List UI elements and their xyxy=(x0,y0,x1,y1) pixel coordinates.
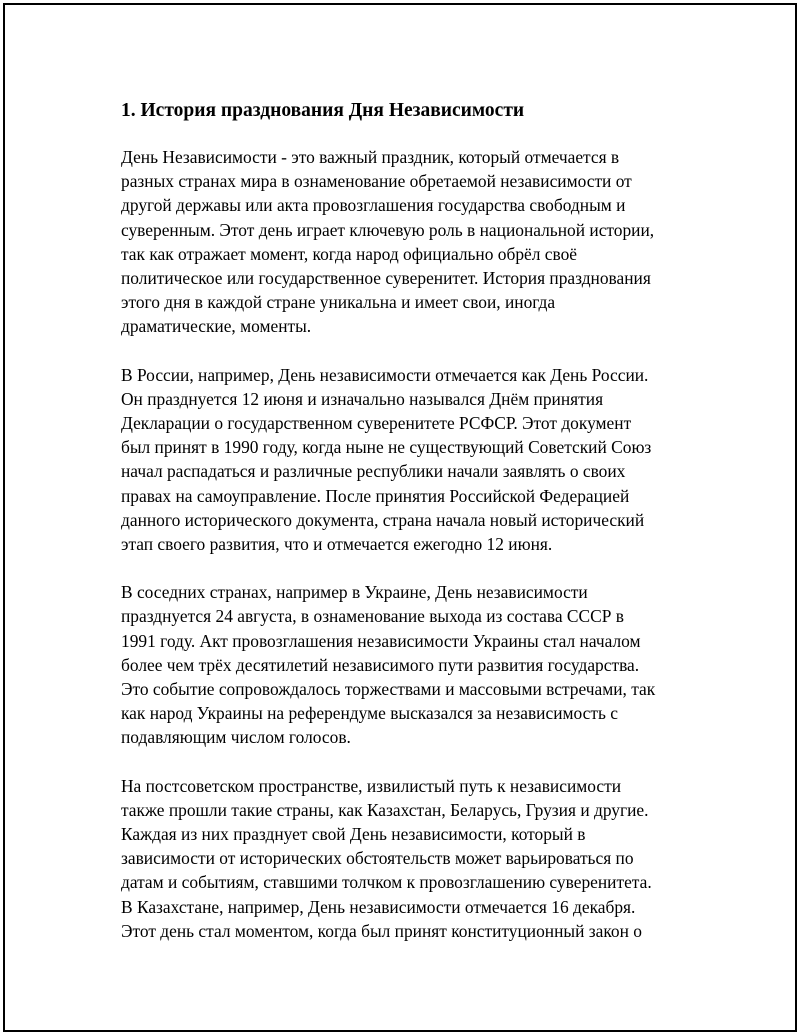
text-line: более чем трёх десятилетий независимого пути развития государства. xyxy=(121,654,640,675)
text-line: празднуется 24 августа, в ознаменование выхода из состава СССР в xyxy=(121,606,624,627)
text-line: В Казахстане, например, День независимости отмечается 16 декабря. xyxy=(121,896,636,917)
text-line: День Независимости - это важный праздник, который отмечается в xyxy=(121,147,620,167)
text-line: как народ Украины на референдуме высказался за независимость с xyxy=(121,703,618,724)
text-line: подавляющим числом голосов. xyxy=(121,727,351,748)
paragraph-post-soviet xyxy=(121,774,693,943)
text-line: правах на самоуправление. После принятия Российской Федерацией xyxy=(121,485,630,506)
text-line: данного исторического документа, страна начала новый исторический xyxy=(121,509,645,530)
page-frame xyxy=(3,3,797,1032)
paragraph-russia xyxy=(121,363,693,557)
paragraph-intro xyxy=(121,145,693,339)
text-line: этого дня в каждой стране уникальна и имеет свои, иногда xyxy=(121,292,556,313)
text-line: Этот день стал моментом, когда был принят конституционный закон о xyxy=(121,920,642,941)
text-line: В России, например, День независимости отмечается как День России. xyxy=(121,364,649,385)
text-line: Декларации о государственном суверенитете РСФСР. Этот документ xyxy=(121,413,632,434)
text-line: драматические, моменты. xyxy=(121,316,312,337)
text-line: этап своего развития, что и отмечается ежегодно 12 июня. xyxy=(121,534,553,555)
text-line: 1991 году. Акт провозглашения независимости Украины стал началом xyxy=(121,630,641,651)
text-line: На постсоветском пространстве, извилистый путь к независимости xyxy=(121,775,622,796)
text-line: разных странах мира в ознаменование обретаемой независимости от xyxy=(121,171,632,192)
text-line: так как отражает момент, когда народ официально обрёл своё xyxy=(121,243,577,264)
text-line: также прошли такие страны, как Казахстан, Беларусь, Грузия и другие. xyxy=(121,799,649,820)
document-body xyxy=(121,99,693,967)
text-line: Каждая из них празднует свой День независимости, который в xyxy=(121,824,586,845)
text-line: суверенным. Этот день играет ключевую роль в национальной истории, xyxy=(121,219,655,240)
paragraph-ukraine xyxy=(121,580,693,749)
text-line: В соседних странах, например в Украине, День независимости xyxy=(121,582,588,603)
section-title: 1. История празднования Дня Независимости xyxy=(121,100,525,121)
text-line: зависимости от исторических обстоятельств может варьироваться по xyxy=(121,848,634,869)
text-line: Он празднуется 12 июня и изначально назывался Днём принятия xyxy=(121,388,604,409)
text-line: датам и событиям, ставшими толчком к провозглашению суверенитета. xyxy=(121,872,652,893)
text-line: начал распадаться и различные республики начали заявлять о своих xyxy=(121,461,626,482)
text-line: другой державы или акта провозглашения государства свободным и xyxy=(121,195,626,216)
text-line: был принят в 1990 году, когда ныне не существующий Советский Союз xyxy=(121,437,652,458)
text-line: Это событие сопровождалось торжествами и массовыми встречами, так xyxy=(121,679,656,700)
text-line: политическое или государственное суверенитет. История празднования xyxy=(121,268,651,289)
